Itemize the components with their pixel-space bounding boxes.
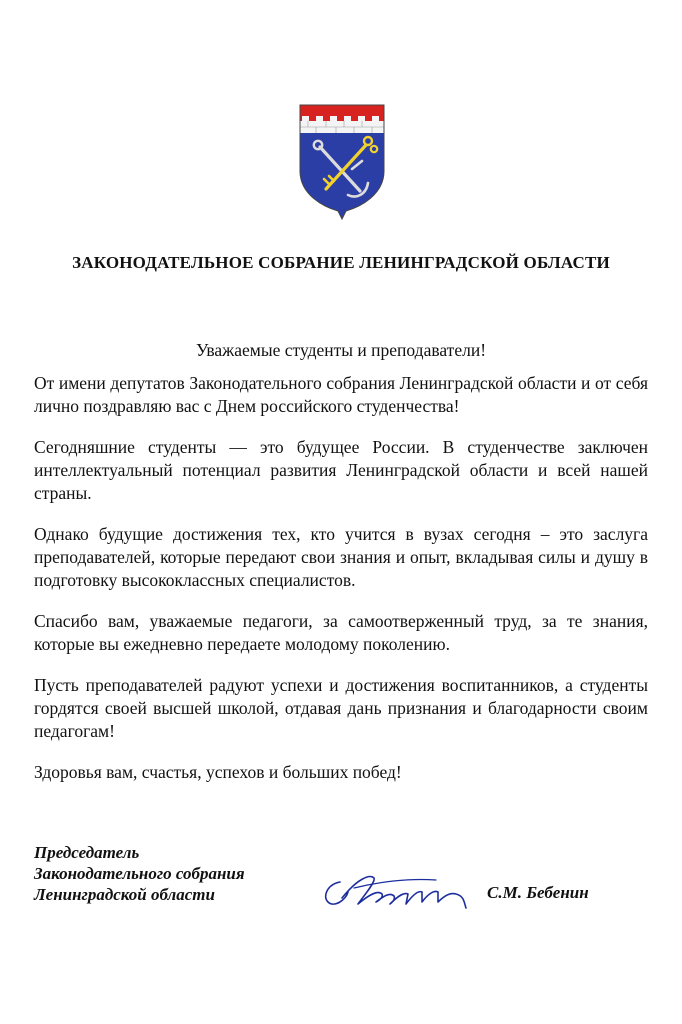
letter-paragraph: Спасибо вам, уважаемые педагоги, за самоотверженный труд, за те знания, которые вы ежедневно передаете молодому поколению.	[34, 611, 648, 654]
handwritten-signature	[318, 868, 473, 916]
letter-paragraph: Сегодняшние студенты — это будущее России. В студенчестве заключен интеллектуальный потенциал развития Ленинградской области и всей нашей страны.	[34, 437, 648, 503]
letter-paragraph: От имени депутатов Законодательного собрания Ленинградской области и от себя лично поздравляю вас с Днем российского студенчества!	[34, 373, 648, 416]
letter-paragraph: Здоровья вам, счастья, успехов и больших побед!	[34, 762, 402, 782]
signatory-position-line: Ленинградской области	[34, 885, 215, 904]
organization-title: ЗАКОНОДАТЕЛЬНОЕ СОБРАНИЕ ЛЕНИНГРАДСКОЙ ОБЛАСТИ	[72, 253, 610, 272]
letter-greeting: Уважаемые студенты и преподаватели!	[195, 340, 487, 360]
signatory-position-line: Законодательного собрания	[34, 864, 245, 883]
letter-paragraph: Однако будущие достижения тех, кто учится в вузах сегодня – это заслуга преподавателей, которые передают свои знания и опыт, вкладывая силы и душу в подготовку высококлассных специалистов.	[34, 524, 648, 590]
coat-of-arms-emblem	[296, 103, 388, 221]
signatory-position-line: Председатель	[34, 843, 140, 862]
signatory-position	[34, 842, 294, 905]
signatory-name: С.М. Бебенин	[487, 883, 589, 902]
letter-paragraph: Пусть преподавателей радуют успехи и достижения воспитанников, а студенты гордятся своей высшей школой, отдавая дань признания и благодарности своим педагогам!	[34, 675, 648, 741]
letter-body	[34, 372, 648, 802]
